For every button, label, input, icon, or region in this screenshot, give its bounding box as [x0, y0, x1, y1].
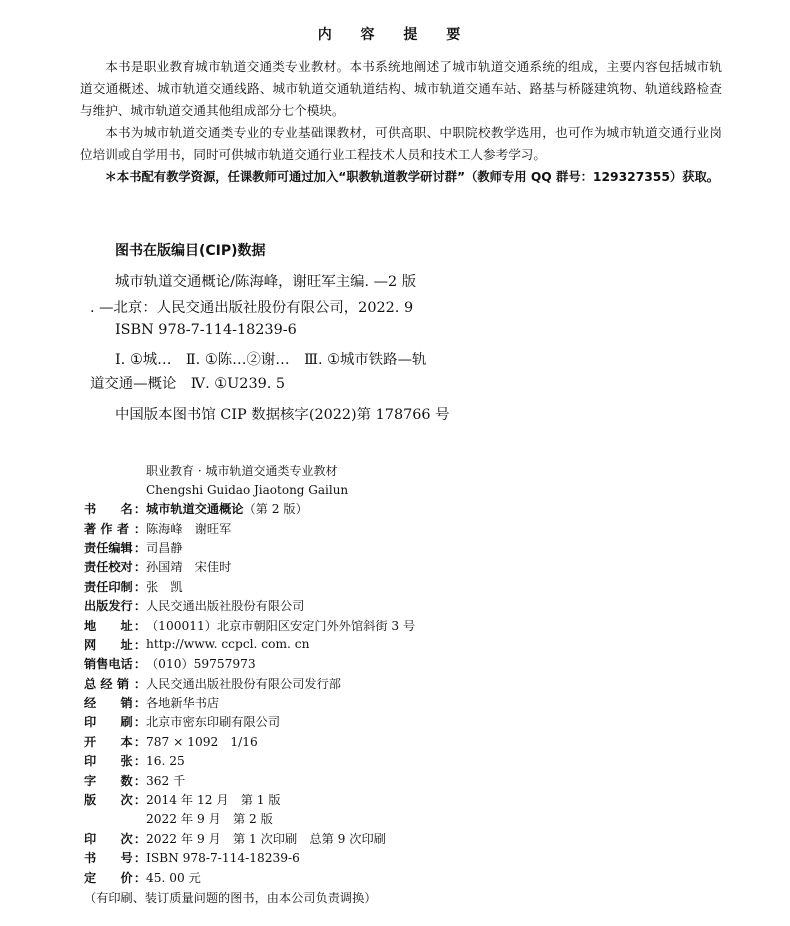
- colophon-row-distributor: 总 经 销 ： 人民交通出版社股份有限公司发行部: [84, 676, 341, 691]
- colophon-label: 网 址: [84, 637, 133, 652]
- colophon-row-authors: 著 作 者 ： 陈海峰 谢旺军: [84, 521, 232, 536]
- teaching-resources-note: ＊本书配有教学资源，任课教师可通过加入“职教轨道教学研讨群”（教师专用 QQ 群号：129327355）获取。: [104, 170, 720, 184]
- colophon-row-address: 地 址 ： （100011）北京市朝阳区安定门外外馆斜街 3 号: [84, 618, 416, 633]
- quality-notice: （有印刷、装订质量问题的图书，由本公司负责调换）: [84, 890, 377, 905]
- colophon: [84, 499, 704, 906]
- cip-line-publisher: . —北京：人民交通出版社股份有限公司，2022. 9: [90, 300, 414, 316]
- colophon-row-print-supervisor: 责任印制 ： 张 凯: [84, 579, 183, 594]
- colophon-label: 地 址: [84, 618, 133, 633]
- price: 45. 00 元: [146, 870, 201, 885]
- colophon-row-sales-phone: 销售电话 ： （010）59757973: [84, 657, 256, 672]
- second-edition: 2022 年 9 月 第 2 版: [146, 812, 273, 827]
- authors: 陈海峰 谢旺军: [146, 521, 232, 536]
- colophon-label: 印 张: [84, 754, 133, 769]
- format: 787 × 1092 1/16: [146, 734, 258, 749]
- summary-paragraph-2: 本书为城市轨道交通类专业的专业基础课教材，可供高职、中职院校教学选用，也可作为城市轨道交通行业岗位培训或自学用书，同时可供城市轨道交通行业工程技术人员和技术工人参考学习。: [80, 125, 722, 162]
- cip-line-title: 城市轨道交通概论/陈海峰，谢旺军主编. —2 版: [115, 274, 417, 290]
- colophon-label: 责任印制: [84, 579, 133, 594]
- colophon-row-edition-history: 版 次 ： 2014 年 12 月 第 1 版: [84, 793, 281, 808]
- colophon-label: 销售电话: [84, 657, 133, 672]
- colophon-label: 印 刷: [84, 715, 133, 730]
- sales-phone: （010）59757973: [146, 657, 256, 672]
- edition-note: （第 2 版）: [243, 502, 308, 517]
- cip-record-number: 中国版本图书馆 CIP 数据核字(2022)第 178766 号: [115, 407, 450, 423]
- colophon-label: 总 经 销: [84, 676, 130, 691]
- summary-title: 内 容 提 要: [317, 27, 473, 43]
- colophon-row-print-run: 印 次 ： 2022 年 9 月 第 1 次印刷 总第 9 次印刷: [84, 831, 386, 846]
- colophon-row-format: 开 本 ： 787 × 1092 1/16: [84, 734, 258, 749]
- colophon-label: 责任校对: [84, 560, 133, 575]
- colophon-row-word-count: 字 数 ： 362 千: [84, 773, 186, 788]
- print-run: 2022 年 9 月 第 1 次印刷 总第 9 次印刷: [146, 831, 386, 846]
- colophon-row-proofreader: 责任校对 ： 孙国靖 宋佳时: [84, 560, 232, 575]
- colophon-row-editor: 责任编辑 ： 司昌静: [84, 540, 183, 555]
- colophon-row-printer: 印 刷 ： 北京市密东印刷有限公司: [84, 715, 281, 730]
- isbn: ISBN 978-7-114-18239-6: [146, 850, 300, 865]
- colophon-row-edition-history-2: [84, 809, 704, 828]
- colophon-label: 定 价: [84, 870, 133, 885]
- website: http://www. ccpcl. com. cn: [146, 637, 310, 652]
- colophon-row-title: 书 名 ： 城市轨道交通概论（第 2 版）: [84, 502, 308, 517]
- colophon-label: 字 数: [84, 773, 133, 788]
- printer: 北京市密东印刷有限公司: [146, 715, 281, 730]
- cip-heading: 图书在版编目(CIP)数据: [115, 243, 266, 259]
- summary-paragraph-1: 本书是职业教育城市轨道交通类专业教材。本书系统地阐述了城市轨道交通系统的组成，主要内容包括城市轨道交通概述、城市轨道交通线路、城市轨道交通轨道结构、城市轨道交通车站、路基与桥隧建筑物、轨道线路检查与维护、城市轨道交通其他组成部分七个模块。: [80, 59, 722, 118]
- colophon-label: 著 作 者: [84, 521, 130, 536]
- colophon-row-sheets: 印 张 ： 16. 25: [84, 753, 185, 769]
- distributor: 人民交通出版社股份有限公司发行部: [146, 676, 341, 691]
- print-supervisor: 张 凯: [146, 579, 183, 594]
- book-title: 城市轨道交通概论: [146, 502, 244, 517]
- colophon-label: 印 次: [84, 831, 133, 846]
- colophon-label: 书 号: [84, 851, 133, 866]
- cip-line-subjects: Ⅰ. ①城… Ⅱ. ①陈…②谢… Ⅲ. ①城市铁路—轨: [115, 352, 427, 368]
- responsible-editor: 司昌静: [146, 540, 183, 555]
- series-name: 职业教育 · 城市轨道交通类专业教材: [146, 464, 338, 478]
- colophon-label: 经 销: [84, 696, 133, 711]
- dealer: 各地新华书店: [146, 696, 220, 711]
- colophon-label: 开 本: [84, 734, 133, 749]
- colophon-row-publisher: 出版发行 ： 人民交通出版社股份有限公司: [84, 599, 305, 614]
- colophon-label: 书 名: [84, 502, 133, 517]
- colophon-row-price: 定 价 ： 45. 00 元: [84, 870, 201, 885]
- printed-sheets: 16. 25: [146, 753, 185, 768]
- proofreaders: 孙国靖 宋佳时: [146, 560, 232, 575]
- colophon-label: 版 次: [84, 793, 133, 808]
- first-edition: 2014 年 12 月 第 1 版: [146, 793, 281, 808]
- colophon-row-website: 网 址 ： http://www. ccpcl. com. cn: [84, 637, 310, 652]
- colophon-row-dealer: 经 销 ： 各地新华书店: [84, 696, 220, 711]
- cip-line-isbn: ISBN 978-7-114-18239-6: [115, 322, 297, 338]
- title-pinyin: Chengshi Guidao Jiaotong Gailun: [146, 483, 349, 497]
- publisher: 人民交通出版社股份有限公司: [146, 599, 305, 614]
- word-count: 362 千: [146, 773, 186, 788]
- address: （100011）北京市朝阳区安定门外外馆斜街 3 号: [146, 618, 416, 633]
- colophon-row-isbn: 书 号 ： ISBN 978-7-114-18239-6: [84, 850, 300, 866]
- colophon-label: 责任编辑: [84, 540, 133, 555]
- colophon-label: 出版发行: [84, 599, 133, 614]
- cip-line-subjects-cont: 道交通—概论 Ⅳ. ①U239. 5: [90, 376, 286, 392]
